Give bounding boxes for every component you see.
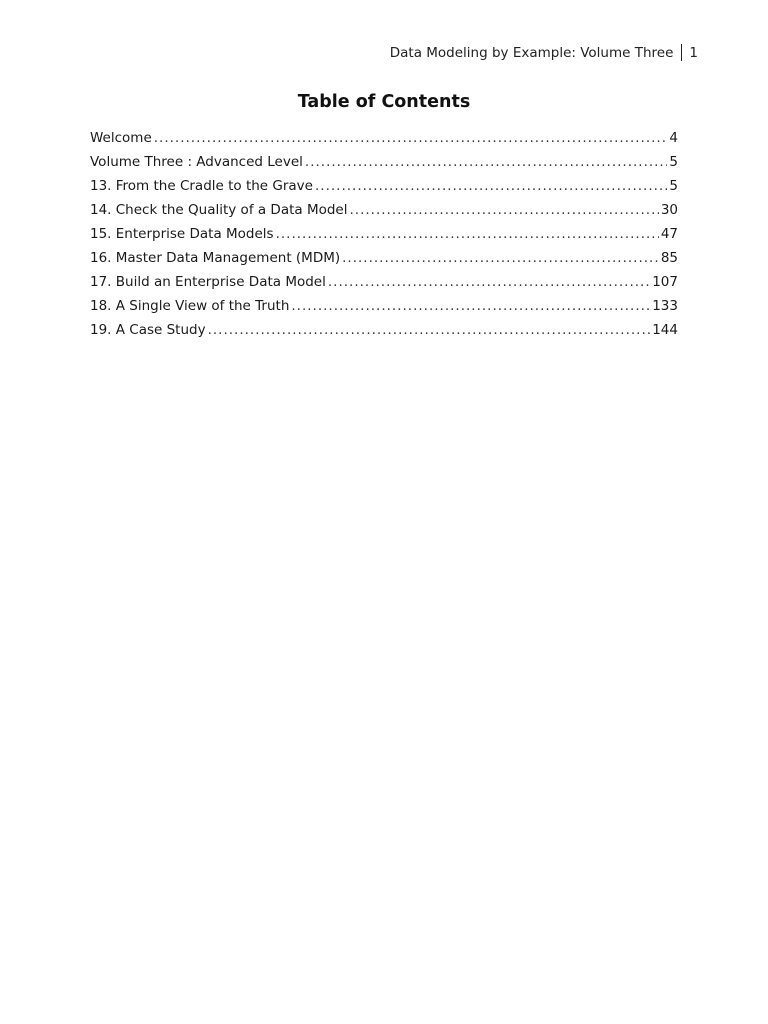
toc-dot-leader	[328, 270, 650, 294]
toc-entry[interactable]	[90, 294, 678, 318]
toc-dot-leader	[349, 198, 658, 222]
toc-dot-leader	[208, 318, 651, 342]
toc-entry[interactable]	[90, 174, 678, 198]
toc-entry[interactable]	[90, 198, 678, 222]
toc-entry-page: 133	[652, 298, 678, 314]
toc-entry[interactable]	[90, 318, 678, 342]
page-number: 1	[689, 44, 698, 61]
toc-entry-page: 30	[660, 202, 678, 218]
toc-entry-label: 17. Build an Enterprise Data Model	[90, 274, 326, 290]
header-separator	[681, 44, 682, 61]
toc-entry-label: 13. From the Cradle to the Grave	[90, 178, 313, 194]
toc-entry-label: 15. Enterprise Data Models	[90, 226, 274, 242]
toc-entry-page: 107	[652, 274, 678, 290]
toc-entry-label: 14. Check the Quality of a Data Model	[90, 202, 348, 218]
toc-entry-page: 5	[669, 178, 678, 194]
toc-entry-page: 5	[669, 154, 678, 170]
toc-list	[90, 126, 678, 342]
running-header-title: Data Modeling by Example: Volume Three	[389, 44, 674, 61]
running-header	[390, 44, 698, 61]
toc-entry-label: 18. A Single View of the Truth	[90, 298, 290, 314]
toc-entry[interactable]	[90, 222, 678, 246]
toc-dot-leader	[315, 174, 667, 198]
toc-entry[interactable]	[90, 150, 678, 174]
toc-dot-leader	[291, 294, 650, 318]
toc-entry[interactable]	[90, 270, 678, 294]
toc-dot-leader	[154, 126, 668, 150]
toc-dot-leader	[342, 246, 659, 270]
toc-entry[interactable]	[90, 126, 678, 150]
toc-title: Table of Contents	[297, 92, 471, 112]
toc-entry-page: 47	[660, 226, 678, 242]
toc-dot-leader	[305, 150, 667, 174]
toc-entry-page: 85	[660, 250, 678, 266]
toc-entry-label: 16. Master Data Management (MDM)	[90, 250, 341, 266]
toc-entry-label: Welcome	[90, 130, 152, 146]
toc-entry-page: 144	[652, 322, 678, 338]
toc-entry-label: 19. A Case Study	[90, 322, 206, 338]
toc-entry-label: Volume Three : Advanced Level	[90, 154, 303, 170]
toc-entry[interactable]	[90, 246, 678, 270]
toc-dot-leader	[276, 222, 659, 246]
toc-entry-page: 4	[669, 130, 678, 146]
